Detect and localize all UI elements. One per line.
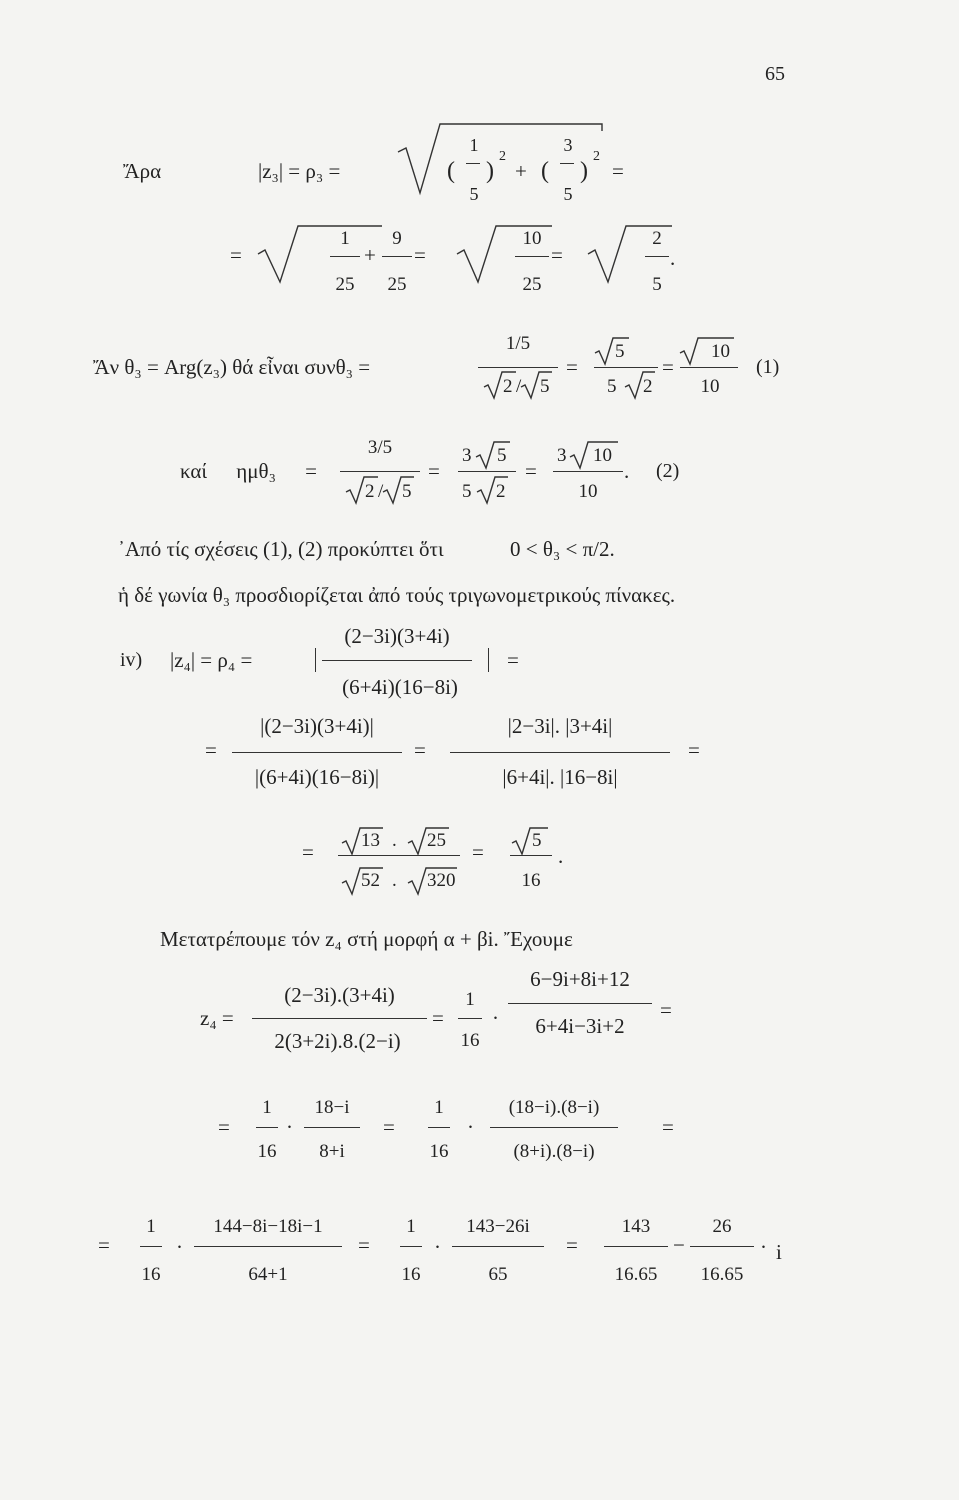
eq10-f2-num: 144−8i−18i−1 <box>213 1216 323 1237</box>
eq2-period: . <box>670 246 676 270</box>
eq6-f1-num: |(2−3i)(3+4i)| <box>260 714 374 738</box>
eq2-b-bar <box>382 256 412 257</box>
eq8-f3-den: 6+4i−3i+2 <box>535 1014 625 1038</box>
eq3-f3-num: 10 <box>711 341 730 362</box>
eq10-lead-eq: = <box>98 1233 110 1257</box>
eq4-f2-bar <box>458 471 516 472</box>
eq4-f1-bar <box>340 471 420 472</box>
eq4-f3-num-coef: 3 <box>557 445 567 466</box>
eq4-f2-den-root: 2 <box>496 481 506 502</box>
eq1-close-paren-2: ) <box>580 158 588 184</box>
eq10-f6-bar <box>690 1246 754 1247</box>
eq1-close-paren-1: ) <box>486 158 494 184</box>
eq10-dot2: · <box>434 1235 441 1259</box>
eq2-a-num: 1 <box>340 228 350 249</box>
eq9-lead-eq: = <box>218 1115 230 1139</box>
eq10-f3-num: 1 <box>406 1216 416 1237</box>
eq8-f1-num: (2−3i).(3+4i) <box>284 983 395 1007</box>
eq8-f1-den: 2(3+2i).8.(2−i) <box>274 1029 401 1053</box>
eq7-d-b: 320 <box>427 870 456 891</box>
eq10-eq-a: = <box>358 1233 370 1257</box>
eq9-f3-bar <box>428 1127 450 1128</box>
eq9-f2-bar <box>304 1127 360 1128</box>
eq10-dot3: · <box>760 1235 767 1259</box>
eq4-eq-b: = <box>525 459 537 483</box>
eq10-f2-bar <box>194 1246 342 1247</box>
eq8-lhs: z₄ = <box>200 1006 234 1030</box>
eq9-f2-den: 8+i <box>319 1141 345 1162</box>
eq2-b-num: 9 <box>392 228 402 249</box>
eq8-f3-num: 6−9i+8i+12 <box>530 967 630 991</box>
eq8-f1-bar <box>252 1018 427 1019</box>
eq10-f6-den: 16.65 <box>700 1264 744 1285</box>
eq10-eq-b: = <box>566 1233 578 1257</box>
eq9-f4-bar <box>490 1127 618 1128</box>
eq7-left-bar <box>338 855 460 856</box>
eq9-f4-num: (18−i).(8−i) <box>508 1097 600 1118</box>
eq5-abs-right <box>488 648 489 672</box>
eq4-f3-bar <box>553 471 623 472</box>
eq8-f3-bar <box>508 1003 652 1004</box>
eq10-f4-num: 143−26i <box>466 1216 530 1237</box>
eq9-f2-num: 18−i <box>314 1097 350 1118</box>
eq8-eq-a: = <box>432 1006 444 1030</box>
eq3-f1-den-sep: / <box>516 376 522 397</box>
eq3-f1-den-a: 2 <box>503 376 513 397</box>
eq8-f2-bar <box>458 1018 482 1019</box>
eq9-dot1: · <box>286 1115 293 1139</box>
eq5-bar <box>322 660 472 661</box>
eq4-f2-den-coef: 5 <box>462 481 472 502</box>
eq6-lead-eq: = <box>205 738 217 762</box>
eq5-equals: = <box>507 648 519 672</box>
eq10-f3-bar <box>400 1246 422 1247</box>
eq4-lead: καί ημθ₃ = <box>180 459 318 483</box>
eq1-plus: + <box>515 159 527 183</box>
text2: ἡ δέ γωνία θ₃ προσδιορίζεται ἀπό τούς τριγωνομετρικούς πίνακες. <box>118 583 676 607</box>
eq3-eq-b: = <box>662 355 674 379</box>
eq4-f2-num-coef: 3 <box>462 445 472 466</box>
eq6-f1-den: |(6+4i)(16−8i)| <box>254 765 380 789</box>
eq3-f2-bar <box>594 367 658 368</box>
eq3-f2-den-root: 2 <box>643 376 653 397</box>
eq10-f1-bar <box>140 1246 162 1247</box>
eq3-f2-num: 5 <box>615 341 625 362</box>
eq4-f1-den-a: 2 <box>365 481 375 502</box>
eq10-f1-den: 16 <box>141 1264 161 1285</box>
eq3-f2-den-coef: 5 <box>607 376 617 397</box>
eq2-d-bar <box>645 256 669 257</box>
eq6-trail-eq: = <box>688 738 700 762</box>
eq3-f1-den-b: 5 <box>540 376 550 397</box>
eq1-frac1-bar <box>466 163 480 164</box>
eq1-frac2-num: 3 <box>563 135 573 155</box>
eq4-f1-num: 3/5 <box>367 437 393 458</box>
eq9-f1-bar <box>256 1127 278 1128</box>
eq7-lead-eq: = <box>302 840 314 864</box>
eq10-f6-num: 26 <box>712 1216 732 1237</box>
eq7-right-bar <box>510 855 552 856</box>
eq3-tag: (1) <box>756 356 780 378</box>
eq10-f5-num: 143 <box>621 1216 651 1237</box>
eq4-f1-den-sep: / <box>378 481 384 502</box>
eq5-abs-left <box>315 648 316 672</box>
eq5-den: (6+4i)(16−8i) <box>342 675 458 699</box>
eq10-f2-den: 64+1 <box>248 1264 288 1285</box>
eq10-dot1: · <box>176 1235 183 1259</box>
eq8-dot: · <box>492 1006 499 1030</box>
eq3-eq-a: = <box>566 355 578 379</box>
eq1-frac1-num: 1 <box>469 135 479 155</box>
eq9-f1-den: 16 <box>257 1141 277 1162</box>
eq9-f1-num: 1 <box>262 1097 272 1118</box>
eq5-num: (2−3i)(3+4i) <box>344 624 450 648</box>
eq1-exp-1: 2 <box>499 149 506 164</box>
eq10-f5-bar <box>604 1246 668 1247</box>
page-number: 65 <box>765 63 785 85</box>
eq1-frac2-bar <box>560 163 574 164</box>
eq2-b-den: 25 <box>387 274 407 295</box>
eq2-eq1: = <box>414 243 426 267</box>
eq3-lead: Ἄν θ₃ = Arg(z₃) θά εἶναι συνθ₃ = <box>93 355 371 379</box>
eq1-label: Ἄρα <box>123 159 162 183</box>
eq1-frac1-den: 5 <box>469 184 479 204</box>
eq4-tag: (2) <box>656 460 680 482</box>
eq10-f5-den: 16.65 <box>614 1264 658 1285</box>
eq6-f2-bar <box>450 752 670 753</box>
eq2-d-num: 2 <box>652 228 662 249</box>
eq10-f4-den: 65 <box>488 1264 508 1285</box>
eq7-d-sep: . <box>392 870 397 891</box>
eq1-frac2-den: 5 <box>563 184 573 204</box>
eq3-f1-num: 1/5 <box>505 333 531 354</box>
eq6-mid-eq: = <box>414 738 426 762</box>
eq10-i: i <box>776 1240 782 1264</box>
eq10-f4-bar <box>452 1246 544 1247</box>
eq9-dot2: · <box>467 1115 474 1139</box>
eq6-f1-bar <box>232 752 402 753</box>
eq3-f3-bar <box>680 367 738 368</box>
eq1-lhs: |z₃| = ρ₃ = <box>258 159 341 183</box>
eq7-mid-eq: = <box>472 840 484 864</box>
eq3-f1-bar <box>478 367 558 368</box>
eq2-equals: = <box>230 243 242 267</box>
eq4-eq-a: = <box>428 459 440 483</box>
eq1-open-paren-2: ( <box>541 158 549 184</box>
eq2-plus: + <box>364 243 376 267</box>
eq2-c-num: 10 <box>522 228 542 249</box>
eq1-equals: = <box>612 159 624 183</box>
eq2-eq2: = <box>551 243 563 267</box>
eq7-n-sep: . <box>392 830 397 851</box>
eq2-c-bar <box>515 256 549 257</box>
eq9-f3-num: 1 <box>434 1097 444 1118</box>
eq10-f1-num: 1 <box>146 1216 156 1237</box>
eq4-f2-num-root: 5 <box>497 445 507 466</box>
eq4-f3-num-root: 10 <box>593 445 612 466</box>
eq6-f2-den: |6+4i|. |16−8i| <box>502 765 618 789</box>
eq8-f2-num: 1 <box>465 989 475 1010</box>
eq5-lhs: |z₄| = ρ₄ = <box>170 648 253 672</box>
eq4-period: . <box>624 459 630 483</box>
eq7-d-a: 52 <box>361 870 380 891</box>
eq2-d-den: 5 <box>652 274 662 295</box>
eq7-r-num: 5 <box>532 830 542 851</box>
eq8-eq-b: = <box>660 998 672 1022</box>
eq5-label: iv) <box>120 649 143 671</box>
eq8-f2-den: 16 <box>460 1030 480 1051</box>
eq7-n-a: 13 <box>361 830 380 851</box>
eq9-mid-eq: = <box>383 1115 395 1139</box>
eq9-trail-eq: = <box>662 1115 674 1139</box>
text3: Μετατρέπουμε τόν z₄ στή μορφή α + βi. Ἔχουμε <box>160 927 573 951</box>
eq1-open-paren-1: ( <box>447 158 455 184</box>
eq7-period: . <box>558 844 564 868</box>
eq4-f3-den: 10 <box>578 481 598 502</box>
eq6-f2-num: |2−3i|. |3+4i| <box>507 714 613 738</box>
eq3-f3-den: 10 <box>700 376 720 397</box>
eq7-r-den: 16 <box>521 870 541 891</box>
eq2-a-den: 25 <box>335 274 355 295</box>
eq2-a-bar <box>330 256 360 257</box>
eq10-f3-den: 16 <box>401 1264 421 1285</box>
eq4-f1-den-b: 5 <box>402 481 412 502</box>
eq9-f4-den: (8+i).(8−i) <box>513 1141 595 1162</box>
text1-sentence: ᾿Από τίς σχέσεις (1), (2) προκύπτει ὅτι <box>118 537 444 561</box>
eq2-c-den: 25 <box>522 274 542 295</box>
eq1-exp-2: 2 <box>593 149 600 164</box>
eq7-n-b: 25 <box>427 830 446 851</box>
eq9-f3-den: 16 <box>429 1141 449 1162</box>
eq10-minus: − <box>673 1233 685 1257</box>
text1-inequality: 0 < θ₃ < π/2. <box>510 537 615 561</box>
